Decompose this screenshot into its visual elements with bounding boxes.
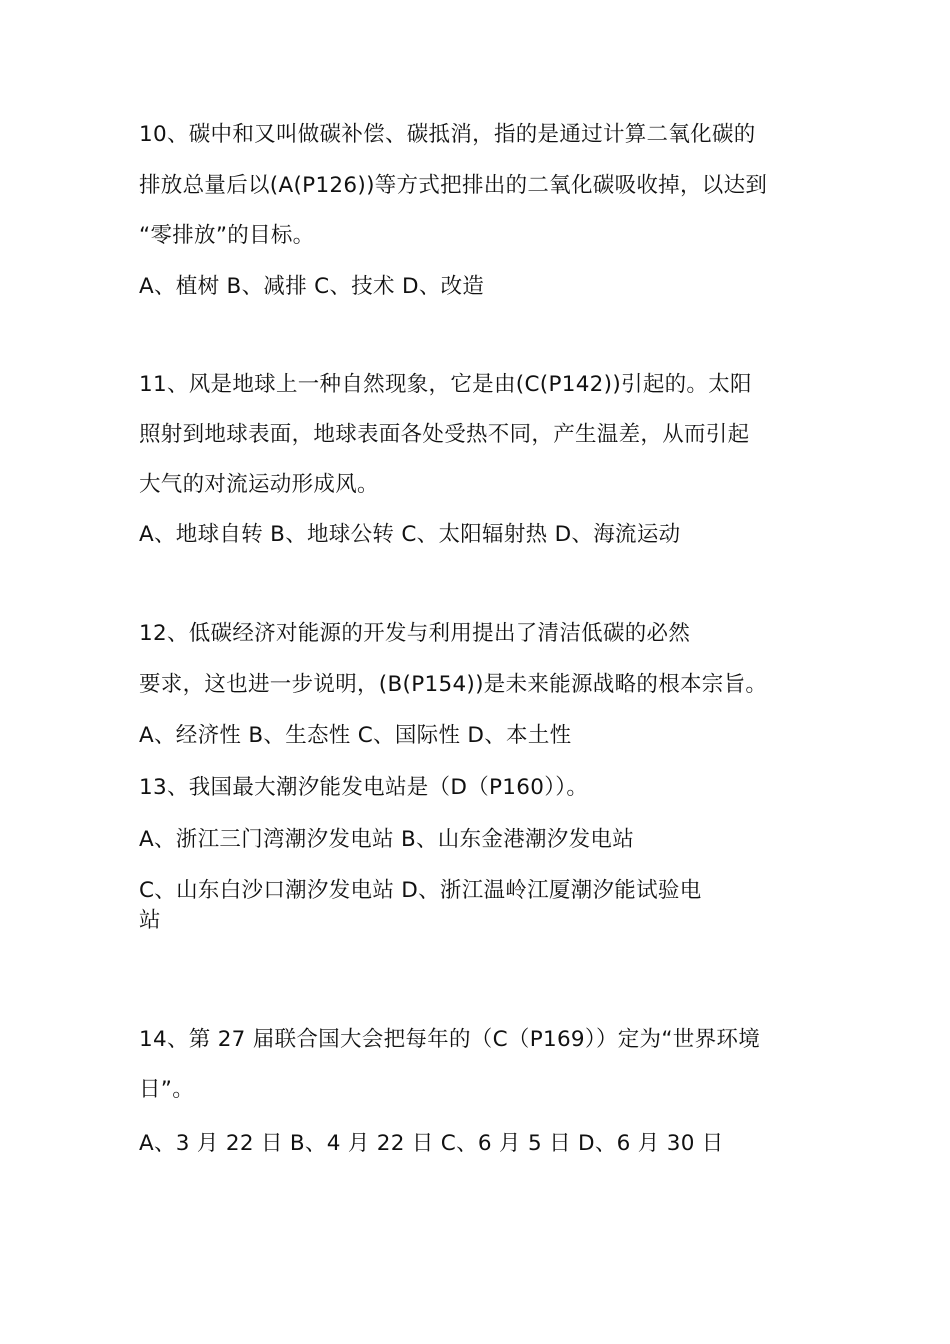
question-11-line-2: 照射到地球表面，地球表面各处受热不同，产生温差，从而引起 xyxy=(139,422,750,447)
question-12-options: A、经济性 B、生态性 C、国际性 D、本土性 xyxy=(139,723,572,748)
question-14-line-2: 日”。 xyxy=(139,1077,195,1102)
question-13-line-1: 13、我国最大潮汐能发电站是（D（P160））。 xyxy=(139,775,589,800)
question-13-options-line-1: A、浙江三门湾潮汐发电站 B、山东金港潮汐发电站 xyxy=(139,827,634,852)
question-10-options: A、植树 B、减排 C、技术 D、改造 xyxy=(139,274,485,299)
question-11-line-3: 大气的对流运动形成风。 xyxy=(139,472,379,497)
question-11-line-1: 11、风是地球上一种自然现象，它是由(C(P142))引起的。太阳 xyxy=(139,372,752,397)
question-10-line-2: 排放总量后以(A(P126))等方式把排出的二氧化碳吸收掉，以达到 xyxy=(139,173,768,198)
question-13-options-line-3: 站 xyxy=(139,908,161,933)
question-11-options: A、地球自转 B、地球公转 C、太阳辐射热 D、海流运动 xyxy=(139,522,681,547)
question-14-options: A、3 月 22 日 B、4 月 22 日 C、6 月 5 日 D、6 月 30 日 xyxy=(139,1131,724,1156)
question-12-line-1: 12、低碳经济对能源的开发与利用提出了清洁低碳的必然 xyxy=(139,621,691,646)
question-14-line-1: 14、第 27 届联合国大会把每年的（C（P169））定为“世界环境 xyxy=(139,1027,760,1052)
question-10-line-1: 10、碳中和又叫做碳补偿、碳抵消，指的是通过计算二氧化碳的 xyxy=(139,122,756,147)
question-12-line-2: 要求，这也进一步说明，(B(P154))是未来能源战略的根本宗旨。 xyxy=(139,672,768,697)
question-10-line-3: “零排放”的目标。 xyxy=(139,223,315,248)
question-13-options-line-2: C、山东白沙口潮汐发电站 D、浙江温岭江厦潮汐能试验电 xyxy=(139,878,702,903)
